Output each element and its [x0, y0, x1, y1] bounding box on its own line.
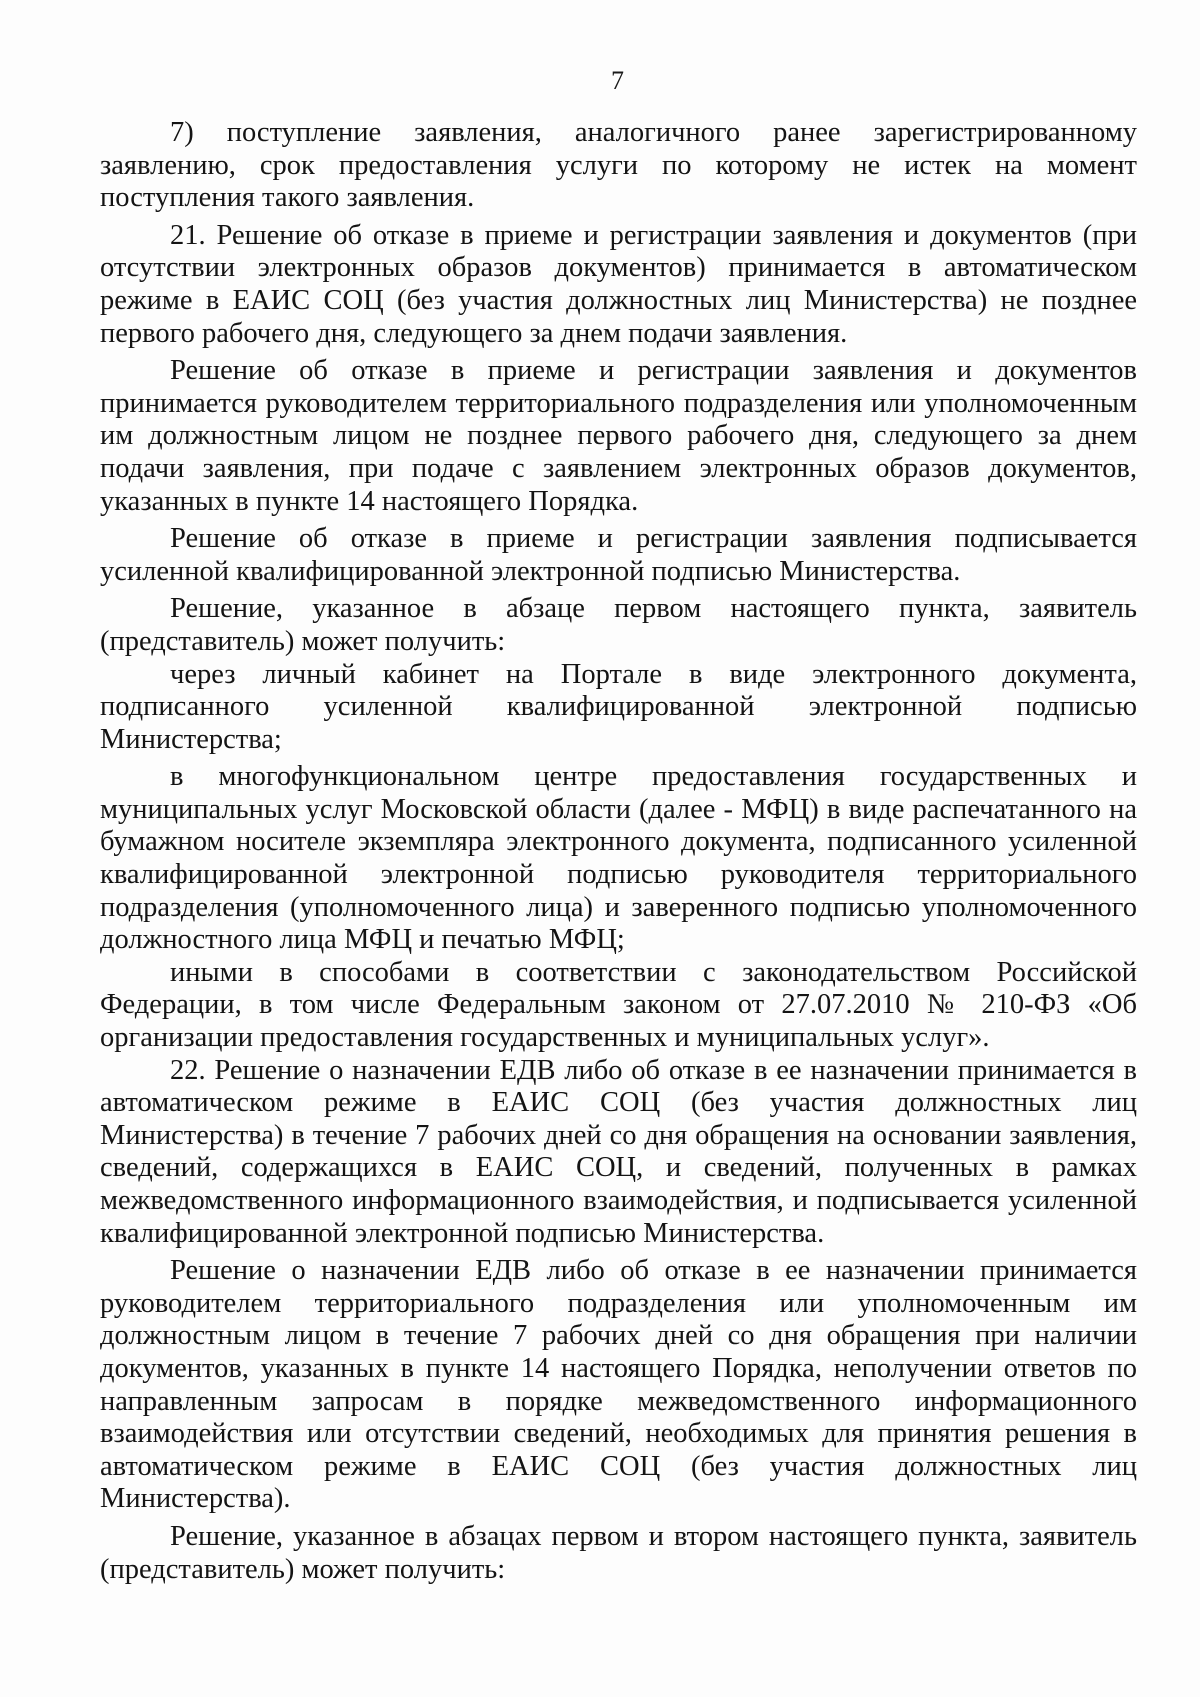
paragraph-portal-cabinet: через личный кабинет на Портале в виде электронного документа, подписанного усиленной квалифицированной электронной подписью Министерства;: [100, 658, 1137, 755]
paragraph-signature: Решение об отказе в приеме и регистрации заявления подписывается усиленной квалифицированной электронной подписью Министерства.: [100, 523, 1137, 587]
paragraph-mfc: в многофункциональном центре предоставления государственных и муниципальных услуг Московской области (далее - МФЦ) в виде распечатанного на бумажном носителе экземпляра электронного документа, подписанного усиленной квалифицированной электронной подписью руководителя территориального подразделения (уполномоченного лица) и заверенного подписью уполномоченного должностного лица МФЦ и печатью МФЦ;: [100, 761, 1137, 956]
paragraph-clause-21: 21. Решение об отказе в приеме и регистрации заявления и документов (при отсутствии электронных образов документов) принимается в автоматическом режиме в ЕАИС СОЦ (без участия должностных лиц Министерства) не позднее первого рабочего дня, следующего за днем подачи заявления.: [100, 219, 1137, 349]
paragraph-item-7: 7) поступление заявления, аналогичного ранее зарегистрированному заявлению, срок предоставления услуги по которому не истек на момент поступления такого заявления.: [100, 117, 1137, 214]
page-number: 7: [611, 66, 624, 95]
paragraph-other-methods: иными в способами в соответствии с законодательством Российской Федерации, в том числе Федеральным законом от 27.07.2010 № 210-ФЗ «Об организации предоставления государственных и муниципальных услуг».: [100, 956, 1137, 1054]
paragraph-receive-decision: Решение, указанное в абзаце первом настоящего пункта, заявитель (представитель) может получить:: [100, 593, 1137, 657]
paragraph-clause-22: 22. Решение о назначении ЕДВ либо об отказе в ее назначении принимается в автоматическом режиме в ЕАИС СОЦ (без участия должностных лиц Министерства) в течение 7 рабочих дней со дня обращения на основании заявления, сведений, содержащихся в ЕАИС СОЦ, и сведений, полученных в рамках межведомственного информационного взаимодействия, и подписывается усиленной квалифицированной электронной подписью Министерства.: [100, 1054, 1137, 1249]
paragraph-territorial-decision: Решение об отказе в приеме и регистрации заявления и документов принимается руководителем территориального подразделения или уполномоченным им должностным лицом не позднее первого рабочего дня, следующего за днем подачи заявления, при подаче с заявлением электронных образов документов, указанных в пункте 14 настоящего Порядка.: [100, 355, 1137, 517]
paragraph-edv-territorial: Решение о назначении ЕДВ либо об отказе в ее назначении принимается руководителем территориального подразделения или уполномоченным им должностным лицом в течение 7 рабочих дней со дня обращения при наличии документов, указанных в пункте 14 настоящего Порядка, неполучении ответов по направленным запросам в порядке межведомственного информационного взаимодействия или отсутствии сведений, необходимых для принятия решения в автоматическом режиме в ЕАИС СОЦ (без участия должностных лиц Министерства).: [100, 1255, 1137, 1515]
paragraph-receive-decision-2: Решение, указанное в абзацах первом и втором настоящего пункта, заявитель (представитель) может получить:: [100, 1520, 1137, 1585]
document-body: [100, 117, 1137, 1586]
